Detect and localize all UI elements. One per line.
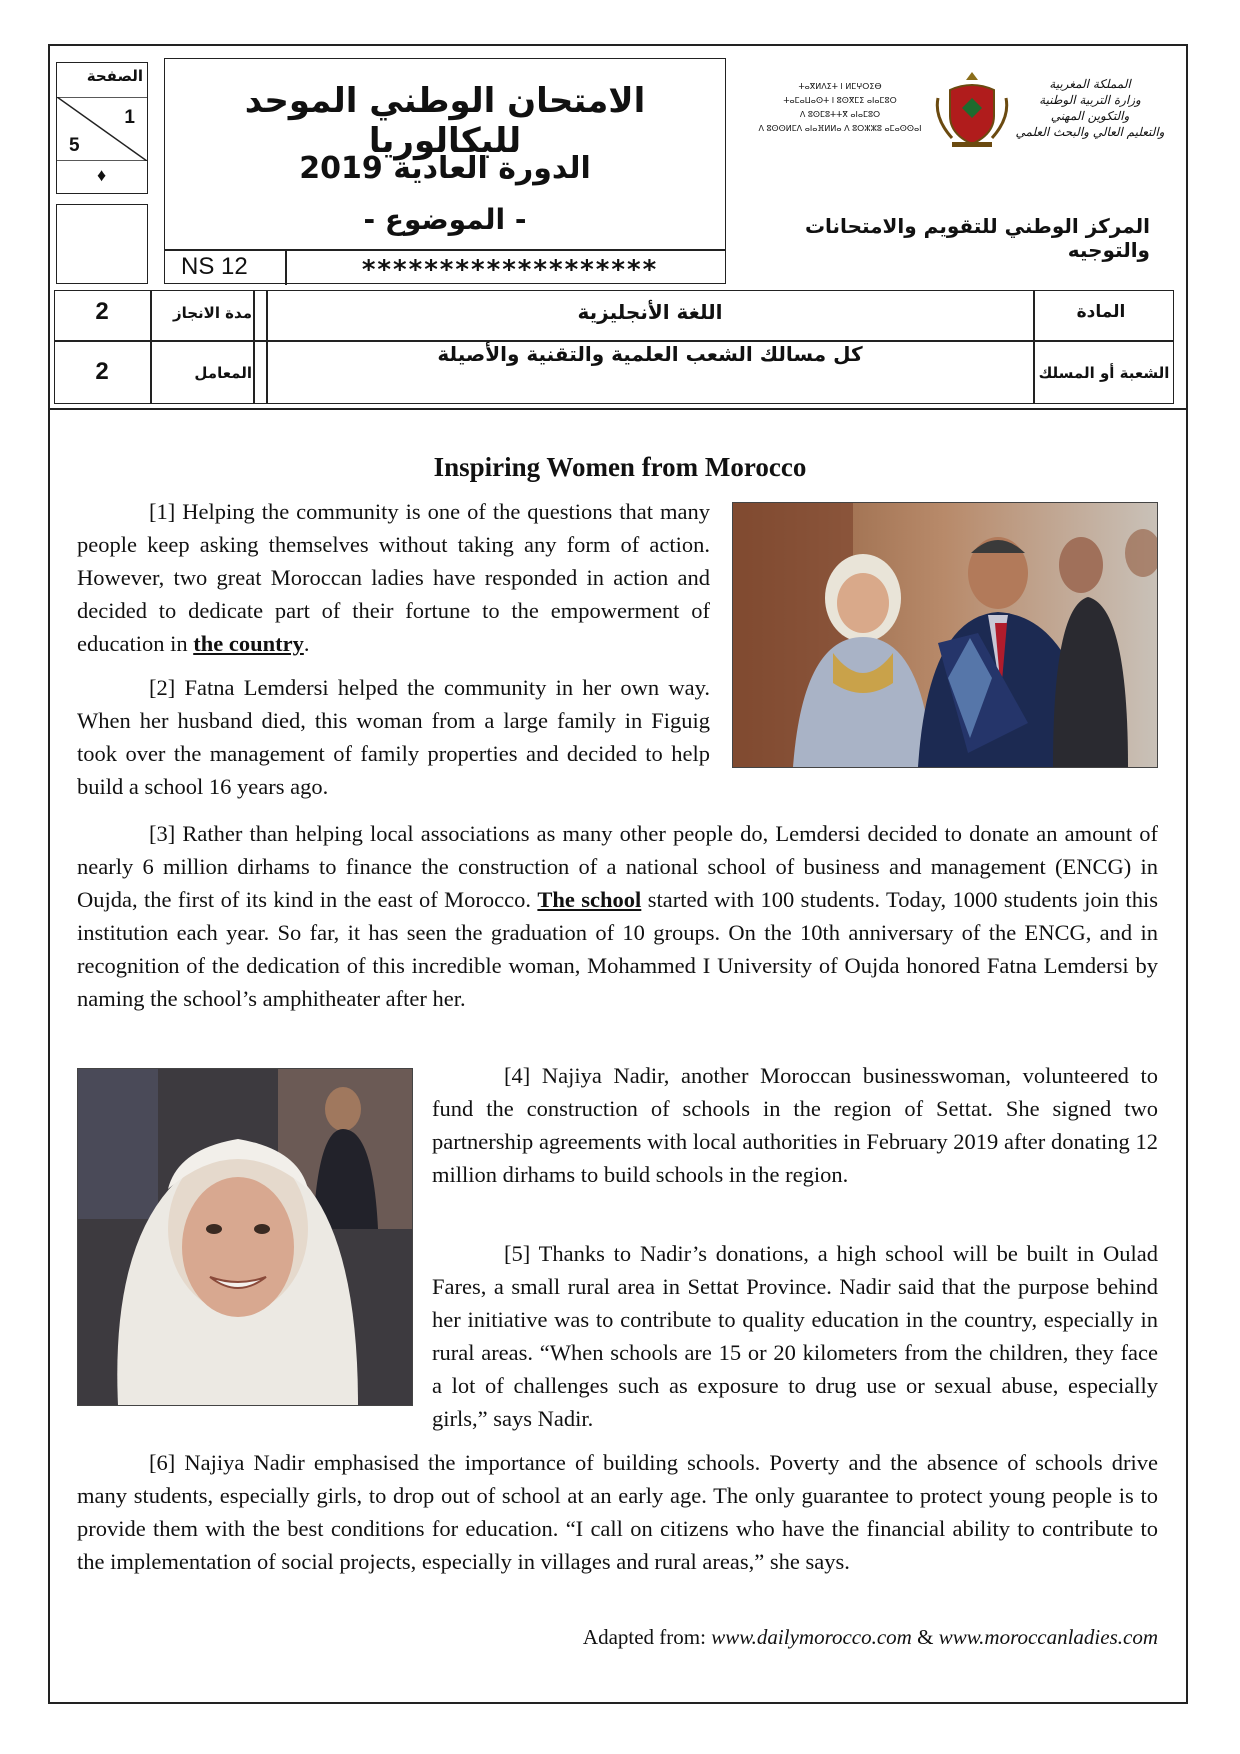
header-divider [48, 408, 1188, 410]
code-separator [165, 249, 725, 251]
blank-box [56, 204, 148, 284]
subject-subtitle: - الموضوع - [363, 203, 527, 236]
photo-lemdersi [732, 502, 1158, 768]
exam-title-box [164, 58, 726, 284]
info-col-3 [1033, 290, 1035, 404]
paragraph-1: [1] Helping the community is one of the questions that many people keep asking themselves without taking any form of action. However, two great Moroccan ladies have responded in action and decided to dedicate part of their fortune to the empowerment of education in the country. [77, 499, 710, 656]
page-current: 1 [124, 107, 135, 128]
coef-label: المعامل [194, 364, 252, 382]
subject-value: اللغة الأنجليزية [577, 300, 723, 324]
photo-nadir [77, 1068, 413, 1406]
coef-value: 2 [95, 358, 109, 385]
source-link-1: www.dailymorocco.com [711, 1625, 912, 1649]
page-number-box [56, 62, 148, 194]
ministry-tifinagh: ⵜⴰⴳⵍⴷⵉⵜ ⵏ ⵍⵎⵖⵔⵉⴱ ⵜⴰⵎⴰⵡⴰⵙⵜ ⵏ ⵓⵙⴳⵎⵉ ⴰⵏⴰⵎⵓⵔ ⴷ ⵓⵙⵎⵓⵜⵜⴳ ⴰⵏⴰⵎⵓⵔ ⴷ ⵓⵙⵙⵍⵎⴷ ⴰⵏⴰⴼⵍⵍⴰ ⴷ ⵓⵔⵣⵣⵓ ⴰⵎⴰⵙⵙⴰⵏ [758, 82, 922, 133]
paragraph-4: [4] Najiya Nadir, another Moroccan businesswoman, volunteered to fund the construction of schools in the region of Settat. She signed two partnership agreements with local authorities in February 2019 after donating 12 million dirhams to build schools in the region. [432, 1063, 1158, 1187]
underlined-the-school: The school [537, 887, 642, 912]
branch-value: كل مسالك الشعب العلمية والتقنية والأصيلة [437, 342, 863, 366]
coat-of-arms-icon [932, 68, 1012, 150]
page-label: الصفحة [86, 67, 143, 85]
source-line: Adapted from: www.dailymorocco.com & www.moroccanladies.com [582, 1625, 1158, 1649]
diamond-icon: ♦ [97, 165, 107, 185]
exam-title: الامتحان الوطني الموحد للبكالوريا [244, 81, 646, 161]
code-divider [285, 249, 287, 285]
exam-code: NS 12 [181, 253, 248, 280]
duration-value: 2 [95, 298, 109, 325]
paragraph-5: [5] Thanks to Nadir’s donations, a high school will be built in Oulad Fares, a small rural area in Settat Province. Nadir said that the purpose behind her initiative was to contribute to quality education in the country, especially in rural areas. “When schools are 15 or 20 kilometers from the children, they face a lot of challenges such as exposure to drug use or sexual abuse, especially girls,” says Nadir. [432, 1241, 1158, 1431]
source-link-2: www.moroccanladies.com [938, 1625, 1158, 1649]
info-col-2 [253, 290, 255, 404]
center-name: المركز الوطني للتقويم والامتحانات والتوجيه [804, 214, 1150, 262]
subject-label: المادة [1076, 302, 1126, 322]
session-title: الدورة العادية 2019 [299, 151, 591, 186]
page-total: 5 [69, 135, 80, 156]
paragraph-2: [2] Fatna Lemdersi helped the community in her own way. When her husband died, this woman from a large family in Figuig took over the management of family properties and decided to help build a school 16 years ago. [77, 675, 710, 799]
stars-line: ******************* [361, 255, 659, 285]
underlined-the-country: the country [193, 631, 304, 656]
paragraph-6: [6] Najiya Nadir emphasised the importance of building schools. Poverty and the absence of schools drive many students, especially girls, to drop out of school at an early age. The only guarantee to protect young people is to provide them with the best conditions for education. “I call on citizens who have the financial ability to contribute to the implementation of social projects, especially in villages and rural areas,” she says. [77, 1450, 1158, 1574]
branch-label: الشعبة أو المسلك [1038, 364, 1170, 382]
paragraph-3: [3] Rather than helping local associations as many other people do, Lemdersi decided to donate an amount of nearly 6 million dirhams to finance the construction of a national school of business and management (ENCG) in Oujda, the first of its kind in the east of Morocco. The school started with 100 students. Today, 1000 students join this institution each year. So far, it has seen the graduation of 10 groups. On the 10th anniversary of the ENCG, and in recognition of the dedication of this incredible woman, Mohammed I University of Oujda honored Fatna Lemdersi by naming the school’s amphitheater after her. [77, 821, 1159, 1011]
ministry-arabic: المملكة المغربية وزارة التربية الوطنية والتكوين المهني والتعليم العالي والبحث العلمي [1015, 77, 1165, 139]
article-title: Inspiring Women from Morocco [433, 452, 807, 482]
duration-label: مدة الانجاز [172, 304, 252, 322]
